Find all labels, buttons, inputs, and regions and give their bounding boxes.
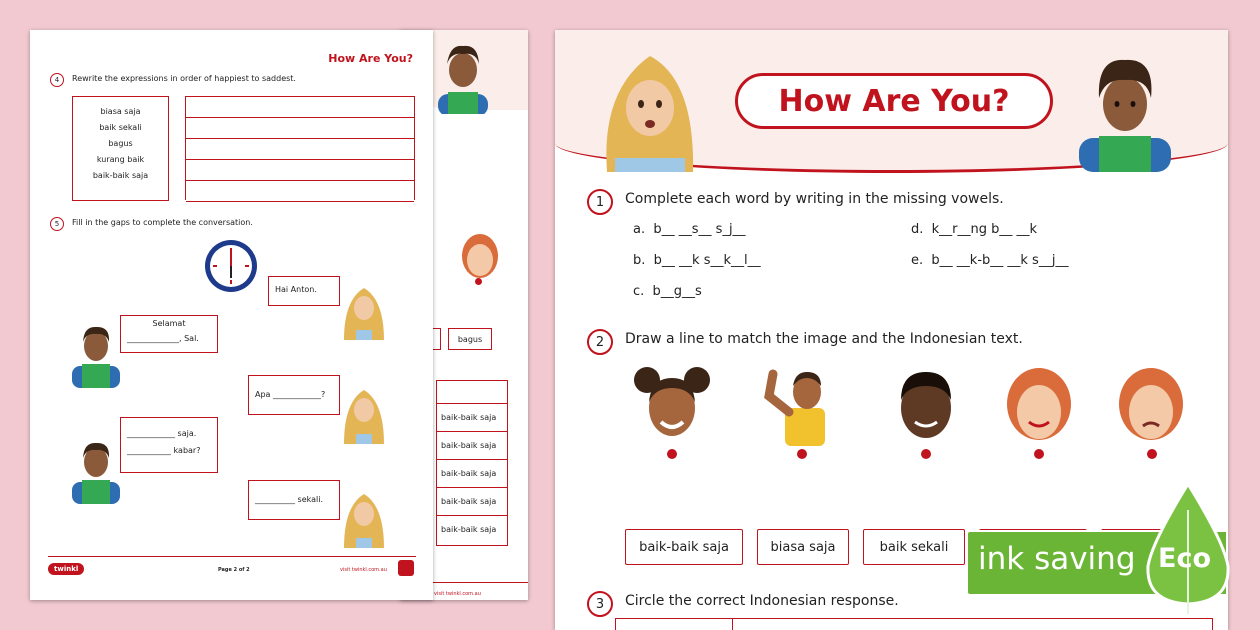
- q5-text: Fill in the gaps to complete the conversation.: [72, 218, 253, 227]
- q1-item-c[interactable]: c. b__g__s: [633, 284, 702, 299]
- boy-illustration-small: [432, 42, 494, 114]
- boy-face-icon: [893, 364, 959, 446]
- q3-number: 3: [587, 591, 613, 617]
- q1-item-b[interactable]: b. b__ __k s__k__l__: [633, 253, 761, 268]
- q3-table: [615, 618, 1213, 630]
- speech-bubble-sekali: __________ sekali.: [248, 480, 340, 520]
- woman-sad-face-icon: [1115, 364, 1187, 446]
- woman-happy-face-icon: [1003, 364, 1075, 446]
- q1-item-a[interactable]: a. b__ __s__ s_j__: [633, 222, 746, 237]
- match-dot-2[interactable]: [797, 449, 807, 459]
- girl-puffs-face-icon: [633, 364, 711, 446]
- q2-text: Draw a line to match the image and the Indonesian text.: [625, 331, 1023, 347]
- worksheet-page-2: [30, 30, 433, 600]
- footer-url: visit twinkl.com.au: [340, 567, 387, 573]
- q4-word-list: [72, 96, 169, 201]
- girl-hijab-icon: [336, 280, 392, 340]
- page2-header-title: How Are You?: [328, 52, 413, 65]
- q4-word: bagus: [108, 139, 133, 148]
- q4-word: biasa saja: [100, 107, 141, 116]
- speech-bubble-hai-anton: Hai Anton.: [268, 276, 340, 306]
- boy-illustration: [1075, 52, 1175, 172]
- back-table-row: baik-baik saja: [437, 432, 507, 460]
- match-dot-5[interactable]: [1147, 449, 1157, 459]
- q4-answer-lines[interactable]: [185, 96, 415, 200]
- answer-option-baik-baik-saja[interactable]: baik-baik saja: [625, 529, 743, 565]
- boy-icon: [70, 322, 122, 388]
- back-table-row: baik-baik saja: [441, 525, 497, 534]
- speech-bubble-apa: Apa ____________?: [248, 375, 340, 415]
- q4-number: 4: [50, 73, 64, 87]
- girl-hijab-illustration: [595, 50, 705, 172]
- back-table-row: baik-baik saja: [437, 460, 507, 488]
- page-title: How Are You?: [778, 83, 1010, 119]
- back-table: [436, 380, 508, 546]
- q1-number: 1: [587, 189, 613, 215]
- q3-text: Circle the correct Indonesian response.: [625, 593, 899, 609]
- eco-label: Eco: [1158, 543, 1211, 574]
- match-dot[interactable]: [475, 278, 482, 285]
- title-banner: [735, 73, 1053, 129]
- q4-text: Rewrite the expressions in order of happiest to saddest.: [72, 74, 296, 83]
- q2-number: 2: [587, 329, 613, 355]
- girl-hijab-icon: [336, 486, 392, 548]
- q4-word: baik-baik saja: [92, 171, 149, 180]
- q4-word: baik sekali: [99, 123, 142, 132]
- back-footer-url: visit twinkl.com.au: [434, 591, 481, 597]
- page-number: Page 2 of 2: [218, 567, 250, 573]
- clock-icon: [203, 238, 259, 294]
- woman-face-small: [456, 230, 504, 282]
- page2-footer-line: [48, 556, 416, 557]
- back-table-row: baik-baik saja: [437, 488, 507, 516]
- back-table-row: baik-baik saja: [437, 404, 507, 432]
- q1-text: Complete each word by writing in the missing vowels.: [625, 191, 1004, 207]
- girl-hijab-icon: [336, 382, 392, 444]
- q1-item-d[interactable]: d. k__r__ng b__ __k: [911, 222, 1038, 237]
- word-box-bagus: bagus: [448, 328, 492, 350]
- match-dot-4[interactable]: [1034, 449, 1044, 459]
- match-dot-1[interactable]: [667, 449, 677, 459]
- answer-option-biasa-saja[interactable]: biasa saja: [757, 529, 849, 565]
- match-dot-3[interactable]: [921, 449, 931, 459]
- q4-word: kurang baik: [96, 155, 145, 164]
- q5-number: 5: [50, 217, 64, 231]
- twinkl-logo: twinkl: [48, 563, 84, 575]
- footer-badge-icon: [398, 560, 414, 576]
- ink-saving-label: ink saving: [978, 541, 1136, 577]
- speech-bubble-selamat: Selamat _____________, Sal.: [120, 315, 218, 353]
- girl-arm-raised-icon: [759, 356, 843, 446]
- q1-item-e[interactable]: e. b__ __k-b__ __k s__j__: [911, 253, 1069, 268]
- speech-bubble-saja-kabar: ____________ saja. ___________ kabar?: [120, 417, 218, 473]
- answer-option-baik-sekali[interactable]: baik sekali: [863, 529, 965, 565]
- boy-icon: [70, 438, 122, 504]
